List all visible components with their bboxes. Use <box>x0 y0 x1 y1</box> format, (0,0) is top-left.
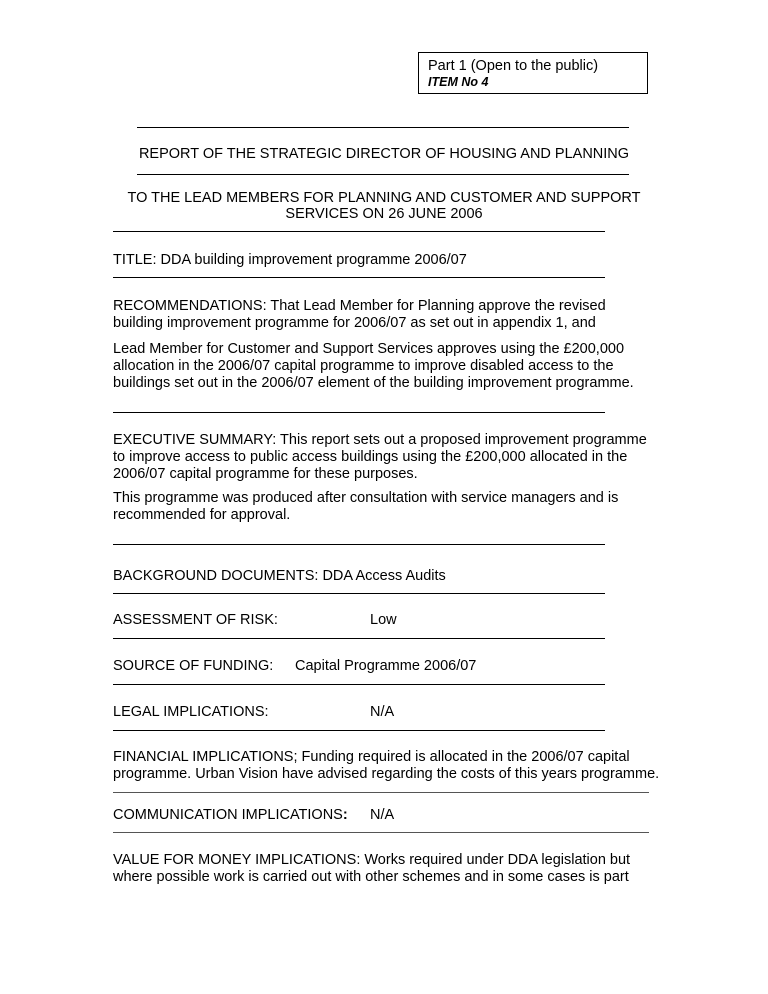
divider <box>113 730 605 731</box>
divider <box>113 792 649 793</box>
report-of-heading: REPORT OF THE STRATEGIC DIRECTOR OF HOUSING AND PLANNING <box>138 146 630 162</box>
addressee-line-2: SERVICES ON 26 JUNE 2006 <box>285 206 483 222</box>
communication-implications-value: N/A <box>370 807 395 823</box>
divider <box>113 231 605 232</box>
divider <box>113 593 605 594</box>
divider <box>113 832 649 833</box>
divider <box>113 684 605 685</box>
part-item-box <box>418 52 648 94</box>
divider <box>113 277 605 278</box>
divider <box>113 638 605 639</box>
source-of-funding-value: Capital Programme 2006/07 <box>295 658 477 674</box>
assessment-of-risk-value: Low <box>370 612 397 628</box>
executive-summary-paragraph-2: This programme was produced after consultation with service managers and is recommended for approval. <box>113 490 619 523</box>
executive-summary-paragraph-1: EXECUTIVE SUMMARY: This report sets out a proposed improvement programme to improve access to public access buildings using the £200,000 allocated in the 2006/07 capital programme for these purposes. <box>113 432 647 482</box>
communication-implications-text: COMMUNICATION IMPLICATIONS <box>113 807 343 823</box>
legal-implications-label: LEGAL IMPLICATIONS: <box>113 704 269 720</box>
part-label: Part 1 (Open to the public) <box>428 58 599 74</box>
report-title: TITLE: DDA building improvement programme 2006/07 <box>113 252 467 268</box>
financial-implications: FINANCIAL IMPLICATIONS; Funding required is allocated in the 2006/07 capital programme. Urban Vision have advised regarding the costs of this years programme. <box>113 749 660 782</box>
assessment-of-risk-label: ASSESSMENT OF RISK: <box>113 612 278 628</box>
divider <box>137 127 629 128</box>
value-for-money-implications: VALUE FOR MONEY IMPLICATIONS: Works required under DDA legislation but where possible work is carried out with other schemes and in some cases is part <box>113 852 631 885</box>
divider <box>137 174 629 175</box>
legal-implications-value: N/A <box>370 704 395 720</box>
recommendations-paragraph-1: RECOMMENDATIONS: That Lead Member for Planning approve the revised building improvement programme for 2006/07 as set out in appendix 1, and <box>113 298 606 331</box>
item-number: ITEM No 4 <box>428 75 489 89</box>
source-of-funding-label: SOURCE OF FUNDING: <box>113 658 274 674</box>
background-documents: BACKGROUND DOCUMENTS: DDA Access Audits <box>113 568 446 584</box>
addressee-line-1: TO THE LEAD MEMBERS FOR PLANNING AND CUSTOMER AND SUPPORT <box>127 190 641 206</box>
communication-implications-label <box>113 807 348 824</box>
recommendations-paragraph-2: Lead Member for Customer and Support Services approves using the £200,000 allocation in the 2006/07 capital programme to improve disabled access to the buildings set out in the 2006/07 element of the building improvement programme. <box>113 341 634 391</box>
divider <box>113 544 605 545</box>
divider <box>113 412 605 413</box>
communication-implications-colon: : <box>342 807 348 823</box>
